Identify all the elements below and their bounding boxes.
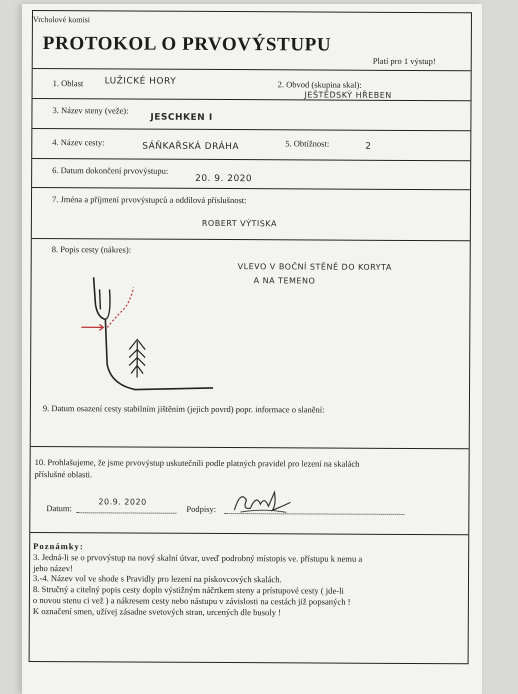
row-oblast bbox=[33, 69, 471, 101]
note-item: o novou stenu ci vež ) a nákresem cesty nebo nástupu v závislosti na cestách již popsaných ! bbox=[32, 594, 351, 607]
signature bbox=[226, 486, 296, 516]
cesta-label: 4. Název cesty: bbox=[52, 137, 105, 148]
header-box bbox=[33, 11, 471, 71]
commission-label: Vrcholové komisi bbox=[32, 15, 91, 25]
row-popis bbox=[31, 239, 470, 449]
declaration-line1: 10. Prohlašujeme, že jsme prvovýstup uskutečnili podle platných pravidel pro lezení na skalách bbox=[34, 457, 360, 469]
popis-line1: VLEVO V BOČNÍ STĚNĚ DO KORYTA bbox=[237, 262, 392, 272]
row-jmena bbox=[32, 188, 470, 241]
route-sketch bbox=[73, 269, 234, 410]
declaration-line2: příslušné oblasti. bbox=[34, 469, 93, 480]
row-cesta bbox=[32, 129, 470, 161]
notes-section bbox=[33, 541, 465, 619]
declaration-datum-label: Datum: bbox=[46, 503, 72, 514]
oblast-label: 1. Oblast bbox=[52, 78, 84, 89]
notes-heading: Poznámky: bbox=[33, 541, 84, 552]
popis-label: 8. Popis cesty (nákres): bbox=[51, 244, 132, 255]
stena-label: 3. Název steny (veže): bbox=[52, 105, 129, 116]
declaration-datum-value: 20.9. 2020 bbox=[98, 497, 147, 507]
row-stena bbox=[32, 99, 470, 131]
datum-dotted-line bbox=[76, 512, 176, 514]
cesta-value: SÁŇKAŘSKÁ DRÁHA bbox=[142, 141, 240, 153]
row-declaration bbox=[30, 447, 468, 535]
note-item: 3. Jedná-li se o prvovýstup na nový skalní útvar, uveď podrobný místopis ve. přístupu k nemu a bbox=[33, 551, 363, 564]
obvod-value: JEŠTĚDSKÝ HŘEBEN bbox=[304, 90, 392, 100]
stena-value: JESCHKEN I bbox=[150, 112, 213, 123]
jmena-value: ROBERT VÝTISKA bbox=[201, 218, 277, 229]
note-item: jeho název! bbox=[33, 562, 73, 573]
obtiznost-value: 2 bbox=[365, 141, 372, 152]
popis-line2: A NA TEMENO bbox=[253, 276, 316, 286]
note-item: 8. Stručný a citelný popis cesty dopln výstižným náčrtkem steny a prístupové cesty ( jde-li bbox=[32, 584, 344, 596]
jmena-label: 7. Jména a příjmení prvovýstupců a oddílová příslušnost: bbox=[51, 194, 247, 206]
note-item: K označení smen, užívej zásadne svetových stran, urcených dle busoly ! bbox=[32, 605, 282, 618]
osazeni-label: 9. Datum osazení cesty stabilním jištěním (jejich povrd) popr. informace o slanění: bbox=[42, 403, 325, 415]
obvod-label: 2. Obvod (skupina skal): bbox=[277, 79, 362, 90]
note-item: 3.-4. Název vol ve shode s Pravidly pro lezení na pískovcových skalách. bbox=[32, 573, 282, 585]
form-title: PROTOKOL O PRVOVÝSTUPU bbox=[42, 33, 332, 56]
row-datum bbox=[32, 159, 470, 190]
datum-value: 20. 9. 2020 bbox=[195, 173, 253, 185]
datum-label: 6. Datum dokončení prvovýstupu: bbox=[52, 165, 169, 176]
protocol-form bbox=[29, 10, 472, 664]
podpisy-label: Podpisy: bbox=[186, 503, 217, 514]
validity-note: Platí pro 1 výstup! bbox=[372, 55, 436, 67]
oblast-value: LUŽICKÉ HORY bbox=[104, 76, 177, 87]
obtiznost-label: 5. Obtížnost: bbox=[285, 138, 330, 149]
